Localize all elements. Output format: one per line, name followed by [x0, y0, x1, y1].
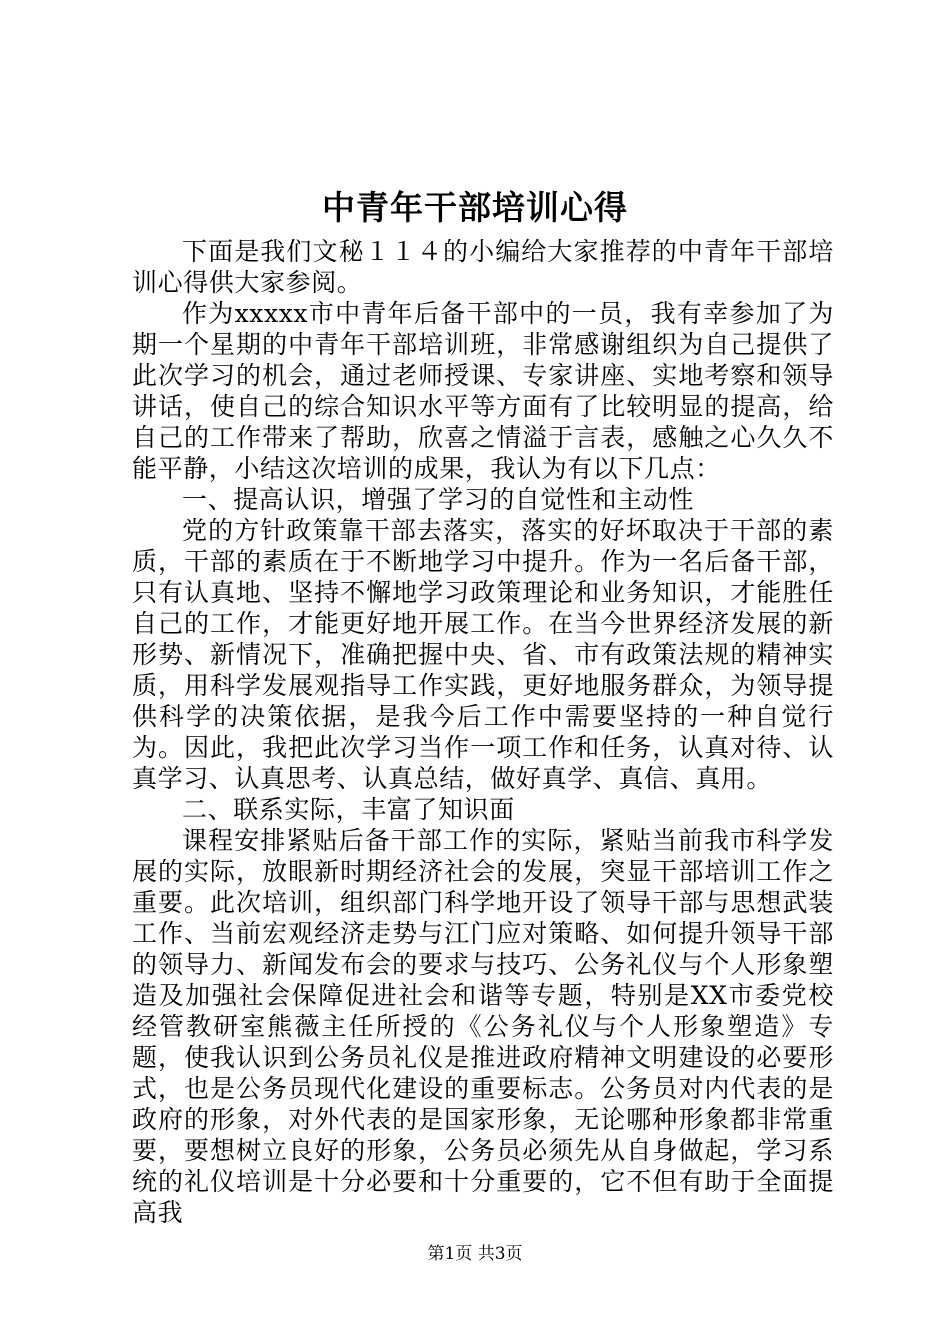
document-body [132, 236, 834, 1228]
page-title: 中青年干部培训心得 [322, 188, 628, 227]
body-paragraph: 课程安排紧贴后备干部工作的实际，紧贴当前我市科学发展的实际，放眼新时期经济社会的发展，突显干部培训工作之重要。此次培训，组织部门科学地开设了领导干部与思想武装工作、当前宏观经济走势与江门应对策略、如何提升领导干部的领导力、新闻发布会的要求与技巧、公务礼仪与个人形象塑造及加强社会保障促进社会和谐等专题，特别是XX市委党校经管教研室熊薇主任所授的《公务礼仪与个人形象塑造》专题，使我认识到公务员礼仪是推进政府精神文明建设的必要形式，也是公务员现代化建设的重要标志。公务员对内代表的是政府的形象，对外代表的是国家形象，无论哪种形象都非常重要，要想树立良好的形象，公务员必须先从自身做起，学习系统的礼仪培训是十分必要和十分重要的，它不但有助于全面提高我 [132, 826, 834, 1227]
section-heading: 一、提高认识，增强了学习的自觉性和主动性 [182, 485, 695, 514]
section-heading: 二、联系实际，丰富了知识面 [182, 795, 515, 824]
intro-paragraph: 下面是我们文秘１１４的小编给大家推荐的中青年干部培训心得供大家参阅。 [132, 237, 834, 297]
body-paragraph: 党的方针政策靠干部去落实，落实的好坏取决于干部的素质，干部的素质在于不断地学习中提升。作为一名后备干部，只有认真地、坚持不懈地学习政策理论和业务知识，才能胜任自己的工作，才能更好地开展工作。在当今世界经济发展的新形势、新情况下，准确把握中央、省、市有政策法规的精神实质，用科学发展观指导工作实践，更好地服务群众，为领导提供科学的决策依据，是我今后工作中需要坚持的一种自觉行为。因此，我把此次学习当作一项工作和任务，认真对待、认真学习、认真思考、认真总结，做好真学、真信、真用。 [132, 516, 834, 793]
page-number-footer: 第1页 共3页 [427, 1244, 523, 1264]
body-paragraph: 作为xxxxx市中青年后备干部中的一员，我有幸参加了为期一个星期的中青年干部培训班，非常感谢组织为自己提供了此次学习的机会，通过老师授课、专家讲座、实地考察和领导讲话，使自己的综合知识水平等方面有了比较明显的提高，给自己的工作带来了帮助，欣喜之情溢于言表，感触之心久久不能平静，小结这次培训的成果，我认为有以下几点： [132, 299, 834, 483]
